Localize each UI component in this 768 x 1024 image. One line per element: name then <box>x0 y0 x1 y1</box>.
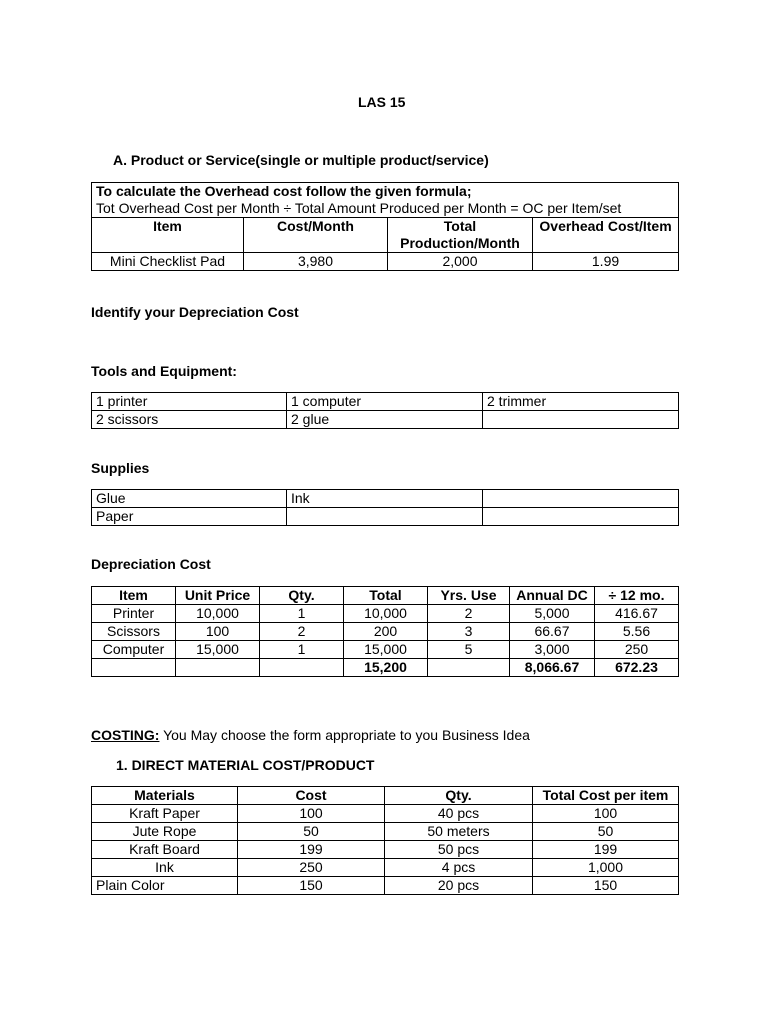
cell: 5.56 <box>595 623 679 641</box>
header-total-production: Total Production/Month <box>388 218 533 253</box>
table-row <box>92 641 679 659</box>
depreciation-heading: Identify your Depreciation Cost <box>91 304 299 320</box>
cell: Printer <box>92 605 176 623</box>
cell: Ink <box>92 859 238 877</box>
cell: 199 <box>238 841 385 859</box>
header-materials: Materials <box>92 787 238 805</box>
cell: 15,000 <box>176 641 260 659</box>
cell: 1 computer <box>287 393 483 411</box>
depreciation-table <box>91 586 679 677</box>
cell: Scissors <box>92 623 176 641</box>
header-qty: Qty. <box>260 587 344 605</box>
cell: 1 <box>260 605 344 623</box>
cell: 1 <box>260 641 344 659</box>
tools-heading: Tools and Equipment: <box>91 363 237 379</box>
cell <box>483 411 679 429</box>
section-a-heading: A. Product or Service(single or multiple product/service) <box>113 152 489 168</box>
cell: 5,000 <box>510 605 595 623</box>
cell: 3,980 <box>244 253 388 271</box>
cell: Plain Color <box>92 877 238 895</box>
cell: Mini Checklist Pad <box>92 253 244 271</box>
total-cost: 15,200 <box>344 659 428 677</box>
cell: Ink <box>287 490 483 508</box>
totals-row <box>92 659 679 677</box>
cell: 4 pcs <box>385 859 533 877</box>
table-row <box>92 823 679 841</box>
header-total-cost: Total Cost per item <box>533 787 679 805</box>
cell <box>176 659 260 677</box>
table-row <box>92 411 679 429</box>
cell: 150 <box>533 877 679 895</box>
cell: 100 <box>176 623 260 641</box>
cell: 2,000 <box>388 253 533 271</box>
cell: 3 <box>428 623 510 641</box>
cell: Jute Rope <box>92 823 238 841</box>
cell: 5 <box>428 641 510 659</box>
cell: 15,000 <box>344 641 428 659</box>
cell: 66.67 <box>510 623 595 641</box>
cell: 3,000 <box>510 641 595 659</box>
cell: 250 <box>238 859 385 877</box>
cell: 2 glue <box>287 411 483 429</box>
cell: Computer <box>92 641 176 659</box>
cell: 1 printer <box>92 393 287 411</box>
cell: 250 <box>595 641 679 659</box>
table-row <box>92 490 679 508</box>
cell: 10,000 <box>344 605 428 623</box>
table-row <box>92 859 679 877</box>
cell: 100 <box>238 805 385 823</box>
cell: 199 <box>533 841 679 859</box>
supplies-heading: Supplies <box>91 460 150 476</box>
table-row <box>92 605 679 623</box>
tools-table <box>91 392 679 429</box>
cell: Glue <box>92 490 287 508</box>
supplies-table <box>91 489 679 526</box>
formula-title: To calculate the Overhead cost follow the given formula; <box>92 183 679 201</box>
cell <box>92 659 176 677</box>
header-total: Total <box>344 587 428 605</box>
table-row <box>92 623 679 641</box>
cell: 2 <box>260 623 344 641</box>
cell <box>428 659 510 677</box>
costing-text: You May choose the form appropriate to you Business Idea <box>159 727 530 743</box>
direct-material-heading: 1. DIRECT MATERIAL COST/PRODUCT <box>116 757 375 773</box>
header-item: Item <box>92 587 176 605</box>
cell: 2 trimmer <box>483 393 679 411</box>
cell <box>260 659 344 677</box>
header-unit-price: Unit Price <box>176 587 260 605</box>
cell: Kraft Board <box>92 841 238 859</box>
cell: 2 <box>428 605 510 623</box>
cell: 50 pcs <box>385 841 533 859</box>
table-row <box>92 805 679 823</box>
cell: 2 scissors <box>92 411 287 429</box>
cell: 1,000 <box>533 859 679 877</box>
header-cost: Cost <box>238 787 385 805</box>
header-qty: Qty. <box>385 787 533 805</box>
cell <box>483 508 679 526</box>
header-cost-month: Cost/Month <box>244 218 388 253</box>
header-overhead-cost: Overhead Cost/Item <box>533 218 679 253</box>
cell <box>483 490 679 508</box>
direct-material-table <box>91 786 679 895</box>
cell: Paper <box>92 508 287 526</box>
table-row <box>92 393 679 411</box>
cell: 10,000 <box>176 605 260 623</box>
header-annual-dc: Annual DC <box>510 587 595 605</box>
cell: 1.99 <box>533 253 679 271</box>
header-monthly: ÷ 12 mo. <box>595 587 679 605</box>
header-yrs-use: Yrs. Use <box>428 587 510 605</box>
formula-text: Tot Overhead Cost per Month ÷ Total Amount Produced per Month = OC per Item/set <box>92 200 679 218</box>
total-monthly: 672.23 <box>595 659 679 677</box>
total-annual-dc: 8,066.67 <box>510 659 595 677</box>
cell: 50 <box>238 823 385 841</box>
cell: Kraft Paper <box>92 805 238 823</box>
header-item: Item <box>92 218 244 253</box>
cell <box>287 508 483 526</box>
costing-label: COSTING: <box>91 727 160 743</box>
depreciation-cost-heading: Depreciation Cost <box>91 556 211 572</box>
page-title: LAS 15 <box>358 94 406 110</box>
cell: 100 <box>533 805 679 823</box>
table-row <box>92 508 679 526</box>
costing-line <box>91 727 530 743</box>
table-row <box>92 841 679 859</box>
cell: 200 <box>344 623 428 641</box>
table-row <box>92 253 679 271</box>
overhead-table <box>91 182 679 271</box>
cell: 40 pcs <box>385 805 533 823</box>
cell: 50 meters <box>385 823 533 841</box>
cell: 416.67 <box>595 605 679 623</box>
cell: 20 pcs <box>385 877 533 895</box>
cell: 150 <box>238 877 385 895</box>
cell: 50 <box>533 823 679 841</box>
table-row <box>92 877 679 895</box>
